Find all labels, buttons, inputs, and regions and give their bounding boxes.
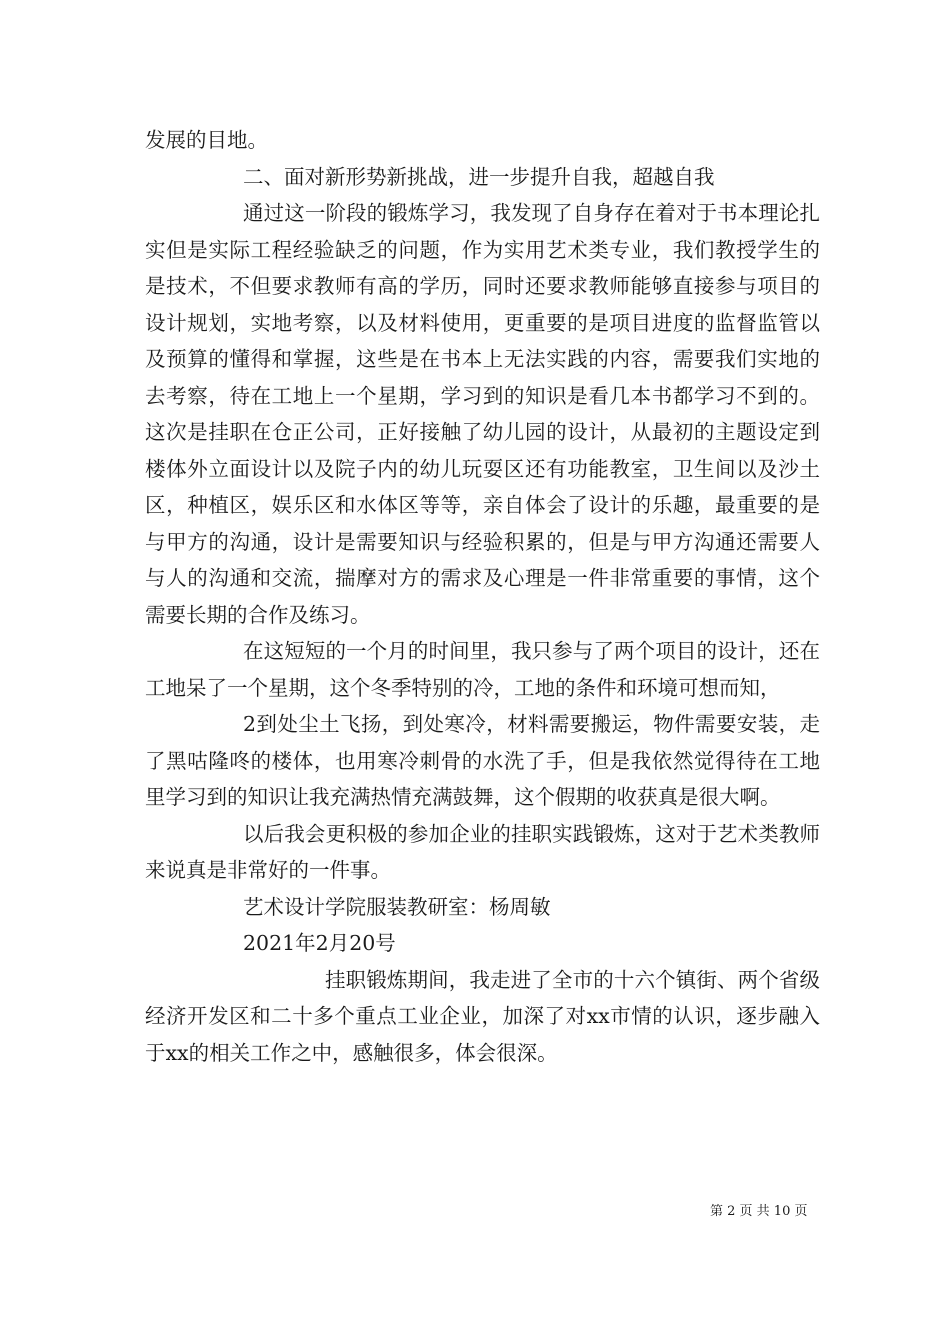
section-heading: 二、面对新形势新挑战，进一步提升自我，超越自我: [243, 164, 715, 189]
paragraph-continuation: 发展的目地。: [145, 128, 268, 152]
page-number-footer: 第 2 页 共 10 页: [710, 1204, 808, 1219]
paragraph-training-experience: 通过这一阶段的锻炼学习，我发现了自身存在着对于书本理论扎实但是实际工程经验缺乏的问题，作为实用艺术类专业，我们教授学生的是技术，不但要求教师有高的学历，同时还要求教师能够直接参与项目的设计规划，实地考察，以及材料使用，更重要的是项目进度的监督监管以及预算的懂得和掌握，这些是在书本上无法实践的内容，需要我们实地的去考察，待在工地上一个星期，学习到的知识是看几本书都学习不到的。这次是挂职在仓正公司，正好接触了幼儿园的设计，从最初的主题设定到楼体外立面设计以及院子内的幼儿玩耍区还有功能教室，卫生间以及沙土区，种植区，娱乐区和水体区等等，亲自体会了设计的乐趣，最重要的是与甲方的沟通，设计是需要知识与经验积累的，但是与甲方沟通还需要人与人的沟通和交流，揣摩对方的需求及心理是一件非常重要的事情，这个需要长期的合作及练习。: [145, 201, 820, 627]
paragraph-construction-site: 2到处尘土飞扬，到处寒冷，材料需要搬运，物件需要安装，走了黑咕隆咚的楼体，也用寒冷刺骨的水洗了手，但是我依然觉得待在工地里学习到的知识让我充满热情充满鼓舞，这个假期的收获真是很大啊。: [145, 712, 820, 809]
paragraph-secondment: 挂职锻炼期间，我走进了全市的十六个镇街、两个省级经济开发区和二十多个重点工业企业，加深了对xx市情的认识，逐步融入于xx的相关工作之中，感触很多，体会很深。: [145, 967, 820, 1065]
signature-date: 2021年2月20号: [243, 931, 396, 955]
paragraph-one-month: 在这短短的一个月的时间里，我只参与了两个项目的设计，还在工地呆了一个星期，这个冬季特别的冷，工地的条件和环境可想而知，: [145, 639, 820, 700]
signature-department: 艺术设计学院服装教研室：杨周敏: [243, 894, 551, 919]
document-body: [145, 122, 820, 1071]
paragraph-future: 以后我会更积极的参加企业的挂职实践锻炼，这对于艺术类教师来说真是非常好的一件事。: [145, 821, 820, 882]
